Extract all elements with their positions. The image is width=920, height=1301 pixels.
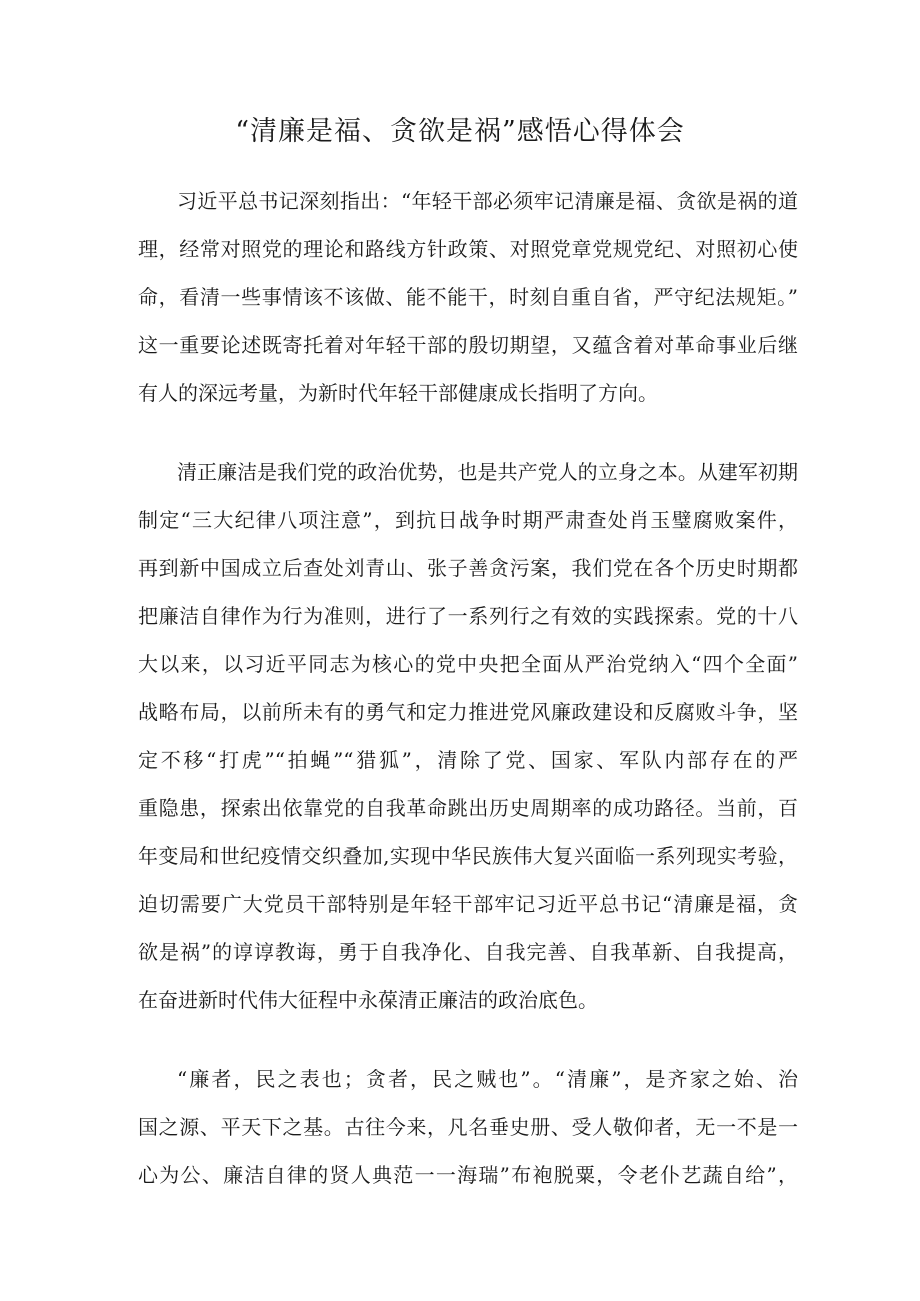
paragraph-line: 战略布局，以前所未有的勇气和定力推进党风廉政建设和反腐败斗争，坚: [138, 700, 798, 724]
paragraph-line: 理，经常对照党的理论和路线方针政策、对照党章党规党纪、对照初心使: [138, 237, 798, 261]
paragraph-line: 重隐患，探索出依靠党的自我革命跳出历史周期率的成功路径。当前，百: [138, 796, 798, 820]
paragraph-line: 迫切需要广大党员干部特别是年轻干部牢记习近平总书记“清廉是福，贪: [138, 892, 798, 916]
paragraph-line: 定不移“打虎”“拍蝇”“猎狐”，清除了党、国家、军队内部存在的严: [138, 748, 798, 772]
paragraph-line: 年变局和世纪疫情交织叠加,实现中华民族伟大复兴面临一系列现实考验，: [138, 844, 798, 868]
paragraph-line: 把廉洁自律作为行为准则，进行了一系列行之有效的实践探索。党的十八: [138, 604, 798, 628]
paragraph-line: 国之源、平天下之基。古往今来，凡名垂史册、受人敬仰者，无一不是一: [138, 1115, 798, 1139]
paragraph-line: 心为公、廉洁自律的贤人典范一一海瑞”布袍脱粟，令老仆艺蔬自给”，: [138, 1163, 798, 1187]
paragraph-line: 清正廉洁是我们党的政治优势，也是共产党人的立身之本。从建军初期: [177, 460, 798, 484]
paragraph-line: 制定“三大纪律八项注意”，到抗日战争时期严肃查处肖玉璧腐败案件，: [138, 508, 798, 532]
paragraph-line: 有人的深远考量，为新时代年轻干部健康成长指明了方向。: [138, 381, 658, 405]
paragraph-line: “廉者，民之表也；贪者，民之贼也”。“清廉”，是齐家之始、治: [177, 1067, 798, 1091]
paragraph-line: 大以来，以习近平同志为核心的党中央把全面从严治党纳入“四个全面”: [138, 652, 798, 676]
paragraph-line: 命，看清一些事情该不该做、能不能干，时刻自重自省，严守纪法规矩。”: [138, 285, 798, 309]
page-title: “清廉是福、贪欲是祸”感悟心得体会: [235, 116, 685, 147]
paragraph-line: 在奋进新时代伟大征程中永葆清正廉洁的政治底色。: [138, 988, 598, 1012]
paragraph-line: 再到新中国成立后查处刘青山、张子善贪污案，我们党在各个历史时期都: [138, 556, 798, 580]
paragraph-line: 欲是祸”的谆谆教诲，勇于自我净化、自我完善、自我革新、自我提高，: [138, 940, 798, 964]
paragraph-line: 习近平总书记深刻指出：“年轻干部必须牢记清廉是福、贪欲是祸的道: [177, 189, 798, 213]
paragraph-line: 这一重要论述既寄托着对年轻干部的殷切期望，又蕴含着对革命事业后继: [138, 333, 798, 357]
